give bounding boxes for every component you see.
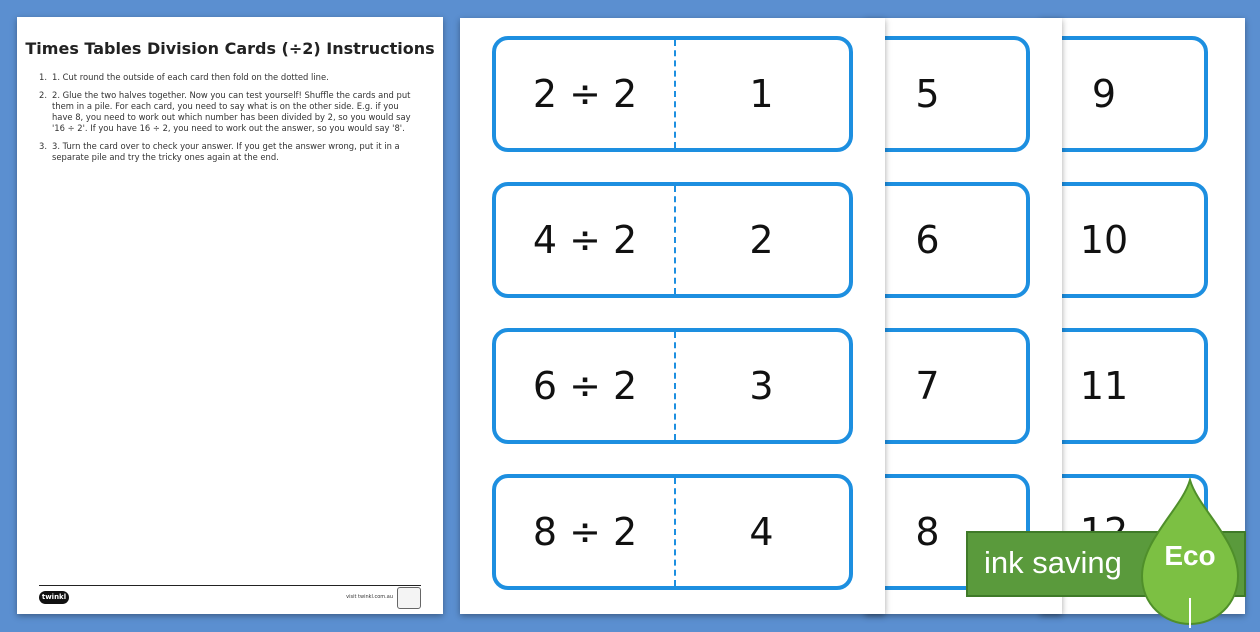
card-answer: 3 <box>749 364 774 408</box>
instructions-sheet <box>17 17 443 614</box>
ink-saving-text: ink saving <box>984 545 1122 580</box>
card-question: 2 ÷ 2 <box>532 72 638 116</box>
instruction-number: 3. <box>39 141 47 151</box>
instructions-footer <box>39 585 421 610</box>
instruction-text: 1. Cut round the outside of each card then fold on the dotted line. <box>52 72 329 82</box>
instruction-item <box>39 72 421 83</box>
card-value: 10 <box>1079 218 1129 262</box>
card-value: 9 <box>1091 72 1117 116</box>
visit-url: visit twinkl.com.au <box>346 594 393 600</box>
card-question: 4 ÷ 2 <box>532 218 638 262</box>
instruction-number: 1. <box>39 72 47 82</box>
instructions-title: Times Tables Division Cards (÷2) Instructions <box>25 39 435 58</box>
instruction-item <box>39 141 421 163</box>
instruction-text: 3. Turn the card over to check your answer. If you get the answer wrong, put it in a separate pile and try the tricky ones again at the end. <box>52 141 400 162</box>
eco-drop-icon <box>1138 478 1242 628</box>
instruction-text: 2. Glue the two halves together. Now you can test yourself! Shuffle the cards and put them in a pile. For each card, you need to say what is on the other side. E.g. if you have 8, you need to work out which number has been divided by 2, so you would say '16 ÷ 2'. If you have 16 ÷ 2, you need to work out the answer, so you would say '8'. <box>52 90 411 133</box>
instruction-item <box>39 90 421 134</box>
division-card <box>492 182 853 298</box>
division-card <box>492 36 853 152</box>
card-value: 5 <box>915 72 940 116</box>
card-value: 6 <box>915 218 940 262</box>
card-question: 6 ÷ 2 <box>532 364 638 408</box>
eco-label: Eco <box>1164 540 1216 571</box>
division-card <box>492 328 853 444</box>
instructions-list <box>39 72 421 170</box>
card-answer: 2 <box>749 218 774 262</box>
card-value: 11 <box>1079 364 1129 408</box>
division-card <box>492 474 853 590</box>
badge-icon <box>397 587 421 609</box>
card-value: 8 <box>915 510 940 554</box>
card-sheet-front <box>460 18 885 614</box>
twinkl-logo: twinkl <box>39 591 69 604</box>
instruction-number: 2. <box>39 90 47 100</box>
card-answer: 4 <box>749 510 774 554</box>
card-answer: 1 <box>749 72 774 116</box>
card-value: 7 <box>915 364 940 408</box>
card-question: 8 ÷ 2 <box>532 510 638 554</box>
card-sheet-middle <box>865 18 1062 614</box>
